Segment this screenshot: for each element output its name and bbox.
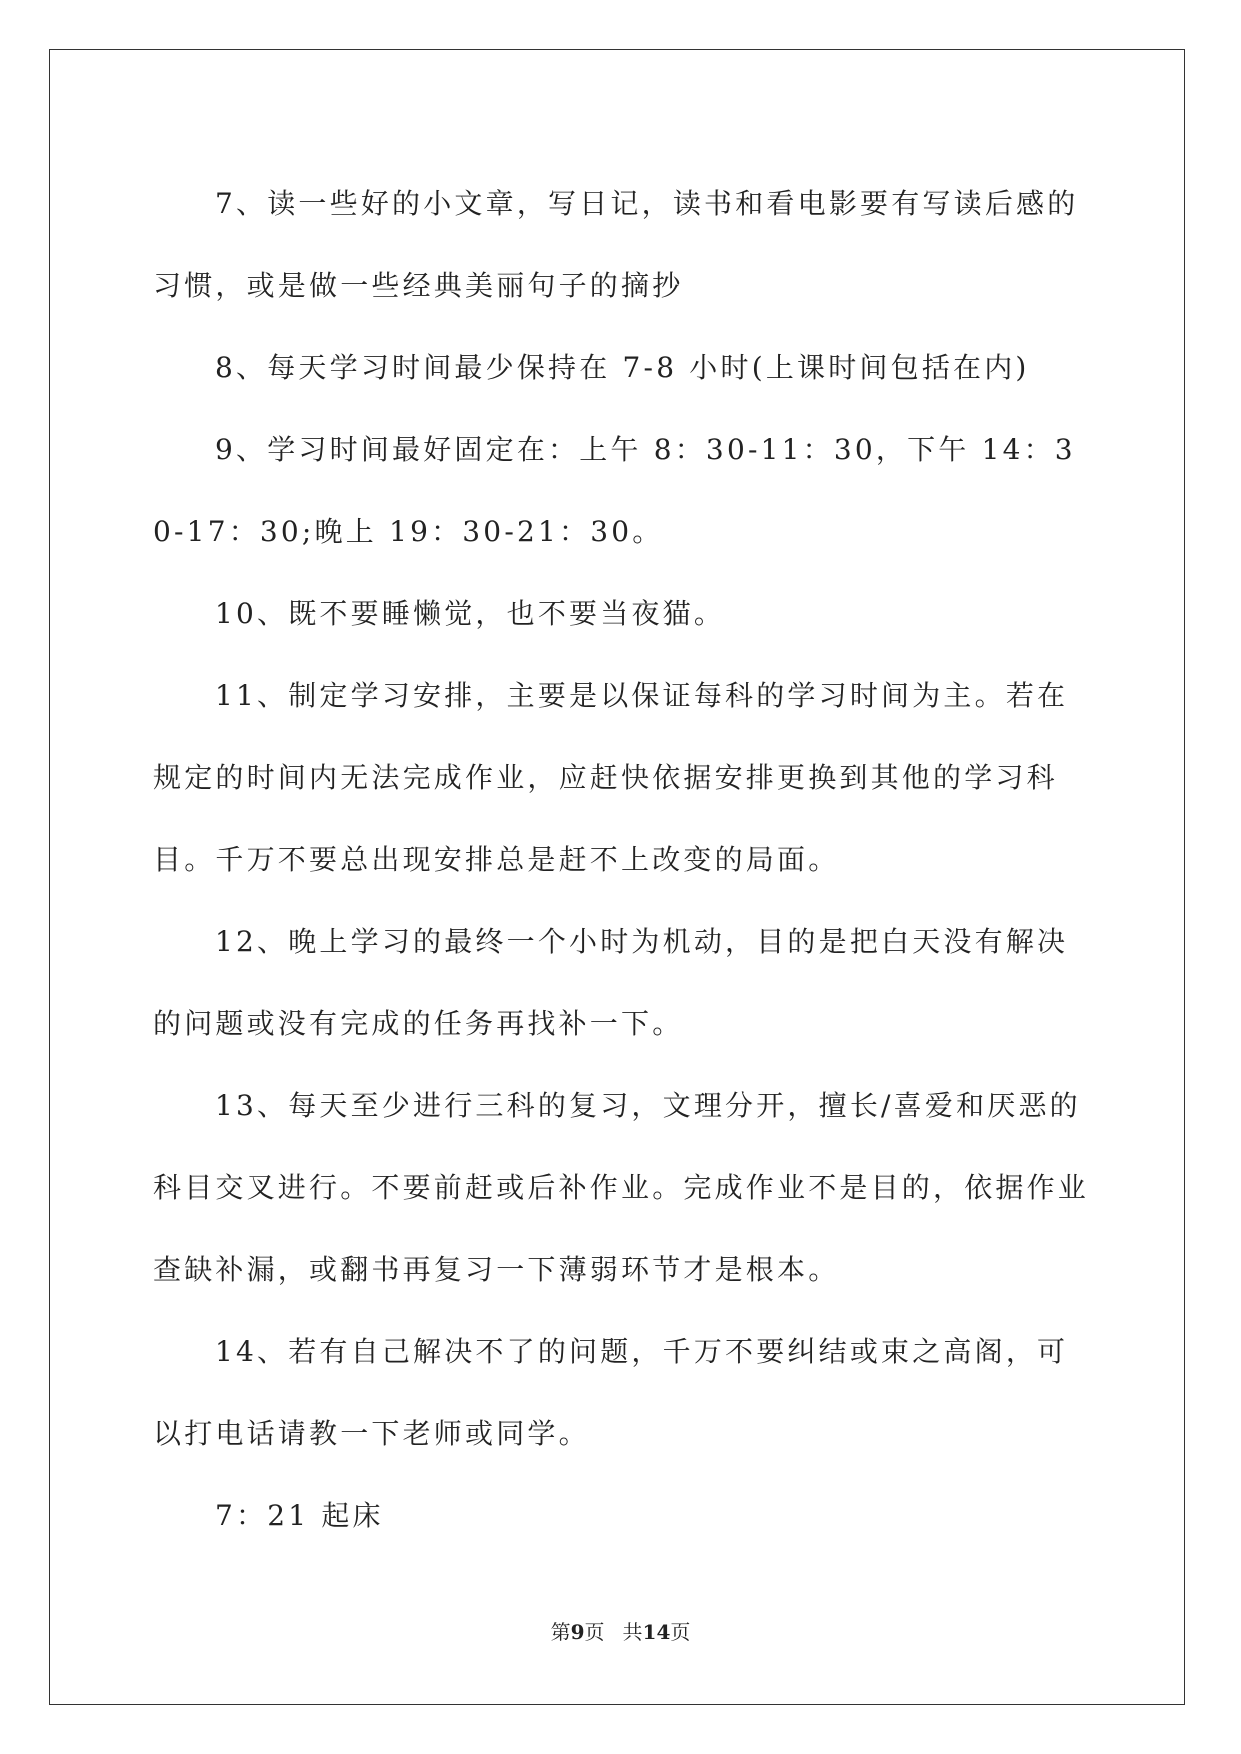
footer-page-suffix: 页 [584,1620,605,1644]
paragraph-11: 11、制定学习安排，主要是以保证每科的学习时间为主。若在规定的时间内无法完成作业，应赶快依据安排更换到其他的学习科目。千万不要总出现安排总是赶不上改变的局面。 [153,679,1069,876]
paragraph-14: 14、若有自己解决不了的问题，千万不要纠结或束之高阁，可以打电话请教一下老师或同学。 [153,1335,1069,1450]
paragraph-8: 8、每天学习时间最少保持在 7-8 小时(上课时间包括在内) [215,351,1030,384]
footer-total-prefix: 共 [622,1620,643,1644]
paragraph-7: 7、读一些好的小文章，写日记，读书和看电影要有写读后感的习惯，或是做一些经典美丽句子的摘抄 [153,187,1079,302]
page-footer [0,1618,1241,1646]
footer-page-prefix: 第 [550,1620,571,1644]
paragraph-13: 13、每天至少进行三科的复习，文理分开，擅长/喜爱和厌恶的科目交叉进行。不要前赶或后补作业。完成作业不是目的，依据作业查缺补漏，或翻书再复习一下薄弱环节才是根本。 [153,1089,1090,1286]
paragraph-10: 10、既不要睡懒觉，也不要当夜猫。 [215,597,726,630]
paragraph-12: 12、晚上学习的最终一个小时为机动，目的是把白天没有解决的问题或没有完成的任务再找补一下。 [153,925,1069,1040]
paragraph-9: 9、学习时间最好固定在：上午 8：30-11：30，下午 14：30-17：30;晚上 19：30-21：30。 [153,433,1076,548]
document-body [153,163,1093,1557]
footer-total-pages: 14 [642,1620,671,1644]
footer-total-suffix: 页 [670,1620,691,1644]
footer-page-number: 9 [570,1620,585,1644]
paragraph-wake-time: 7：21 起床 [215,1499,384,1532]
